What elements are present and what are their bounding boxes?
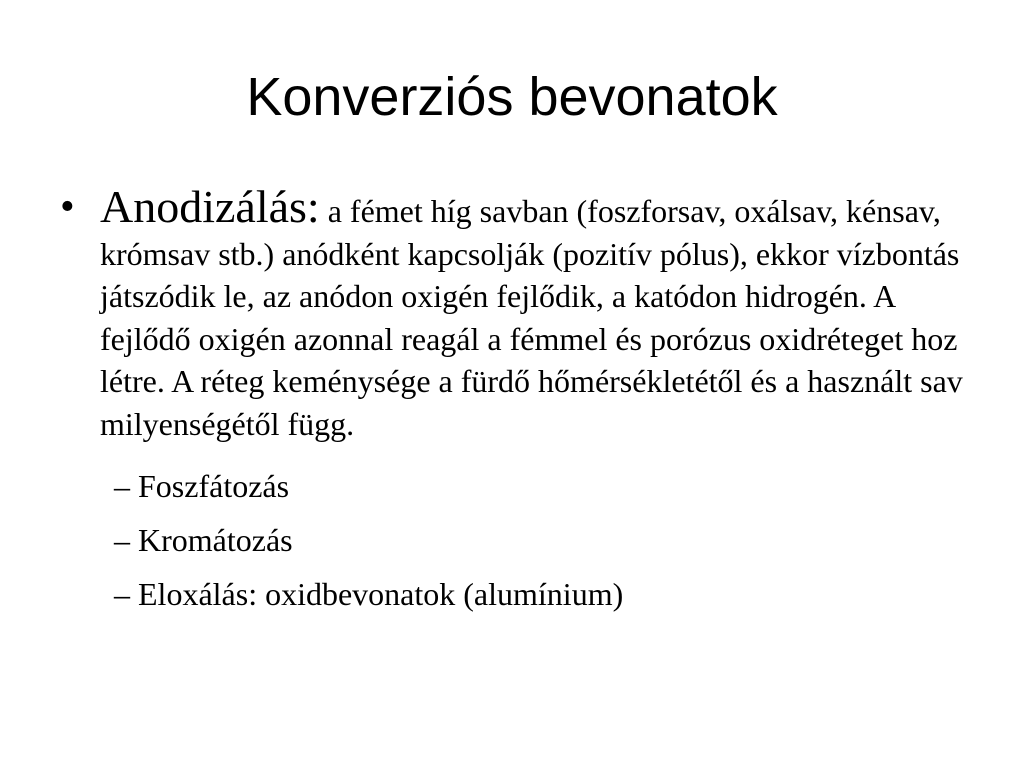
sub-item-eloxalas (114, 567, 980, 621)
sub-item-label: Foszfátozás (138, 468, 290, 504)
sub-item-dash: – (114, 576, 130, 612)
sub-item-kromatozas (114, 513, 980, 567)
sub-item-dash: – (114, 468, 130, 504)
bullet-description: a fémet híg savban (foszforsav, oxálsav, kénsav, krómsav stb.) anódként kapcsolják (pozitív pólus), ekkor vízbontás játszódik le, az anódon oxigén fejlődik, a katódon hidrogén. A fejlődő oxigén azonnal reagál a fémmel és porózus oxidréteget hoz létre. A réteg keménysége a fürdő hőmérsékletétől és a használt sav milyenségétől függ. (100, 193, 963, 442)
sub-item-label: Eloxálás: oxidbevonatok (alumínium) (138, 576, 624, 612)
sub-item-label: Kromátozás (138, 522, 293, 558)
bullet-item-anodizalas (60, 181, 980, 445)
bullet-marker: • (60, 184, 75, 230)
sub-item-foszfatozas (114, 459, 980, 513)
bullet-lead-term: Anodizálás: (100, 181, 320, 232)
sub-bullet-list (60, 459, 980, 621)
sub-item-dash: – (114, 522, 130, 558)
bullet-list (60, 181, 980, 621)
slide-title: Konverziós bevonatok (246, 67, 778, 127)
